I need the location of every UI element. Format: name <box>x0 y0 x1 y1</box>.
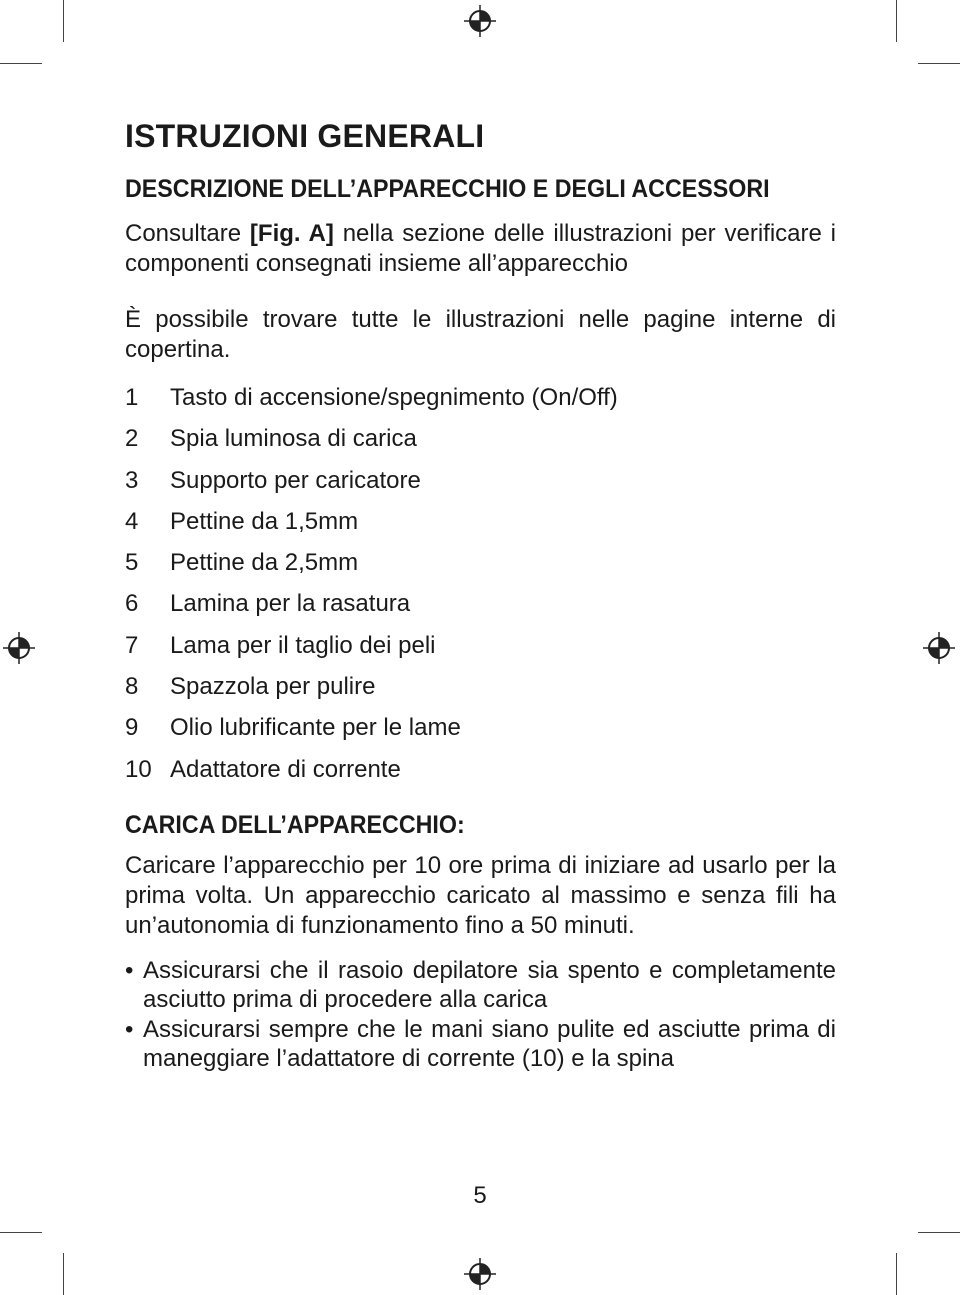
section-title-description: DESCRIZIONE DELL’APPARECCHIO E DEGLI ACCESSORI <box>125 175 770 203</box>
item-label: Tasto di accensione/spegnimento (On/Off) <box>170 384 618 411</box>
item-label: Pettine da 2,5mm <box>170 549 359 577</box>
item-number: 4 <box>125 507 139 535</box>
list-item <box>125 749 836 790</box>
crop-mark-top-right-h <box>918 63 960 64</box>
intro-text-pre: Consultare <box>125 220 250 247</box>
page-number: 5 <box>473 1182 487 1209</box>
item-number: 6 <box>125 590 139 618</box>
illustrations-note: È possibile trovare tutte le illustrazioni nelle pagine interne di copertina. <box>125 306 836 363</box>
intro-text-post: nella sezione delle illustrazioni per verificare i componenti consegnati insieme all’apparecchio <box>125 220 837 277</box>
item-number: 1 <box>125 384 139 411</box>
figure-reference: [Fig. A] <box>249 220 334 247</box>
crop-mark-bottom-right-h <box>918 1232 960 1233</box>
list-item <box>125 460 836 501</box>
bullet-item: • Assicurarsi che il rasoio depilatore sia spento e completamente asciutto prima di procedere alla carica <box>125 956 836 1015</box>
components-list <box>125 377 836 790</box>
intro-paragraph <box>125 219 836 279</box>
crop-mark-top-left-h <box>0 63 42 64</box>
charging-paragraph: Caricare l’apparecchio per 10 ore prima di iniziare ad usarlo per la prima volta. Un apparecchio caricato al massimo e senza fili ha un’autonomia di funzionamento fino a 50 minuti. <box>125 851 836 939</box>
item-label: Olio lubrificante per le lame <box>170 714 461 742</box>
list-item <box>125 501 836 542</box>
item-label: Supporto per caricatore <box>170 466 421 494</box>
list-item <box>125 542 836 583</box>
item-number: 5 <box>125 549 139 577</box>
item-number: 9 <box>125 714 139 742</box>
crop-mark-top-right-v <box>896 0 897 42</box>
item-label: Spia luminosa di carica <box>170 425 417 453</box>
list-item <box>125 583 836 624</box>
section-title-charging: CARICA DELL’APPARECCHIO: <box>125 810 465 839</box>
charging-bullet-list <box>125 956 836 1074</box>
item-label: Pettine da 1,5mm <box>170 507 359 535</box>
list-item <box>125 418 836 459</box>
item-number: 8 <box>125 673 139 701</box>
crop-mark-top-left-v <box>63 0 64 42</box>
item-label: Adattatore di corrente <box>170 755 401 783</box>
item-number: 10 <box>125 755 152 783</box>
item-number: 7 <box>125 631 139 659</box>
item-number: 2 <box>125 425 139 453</box>
registration-mark-left-icon <box>2 631 36 665</box>
crop-mark-bottom-left-v <box>63 1253 64 1295</box>
crop-mark-bottom-right-v <box>896 1253 897 1295</box>
registration-mark-bottom-icon <box>463 1257 497 1291</box>
item-number: 3 <box>125 466 139 494</box>
registration-mark-top-icon <box>463 4 497 38</box>
crop-mark-bottom-left-h <box>0 1232 42 1233</box>
list-item <box>125 625 836 666</box>
page-content <box>125 116 836 1074</box>
bullet-item: • Assicurarsi sempre che le mani siano pulite ed asciutte prima di maneggiare l’adattatore di corrente (10) e la spina <box>125 1015 836 1074</box>
item-label: Lama per il taglio dei peli <box>170 631 436 659</box>
list-item <box>125 666 836 707</box>
item-label: Lamina per la rasatura <box>170 590 411 618</box>
list-item <box>125 377 836 418</box>
item-label: Spazzola per pulire <box>170 673 376 701</box>
registration-mark-right-icon <box>922 631 956 665</box>
list-item <box>125 707 836 748</box>
page-title: ISTRUZIONI GENERALI <box>125 118 485 154</box>
